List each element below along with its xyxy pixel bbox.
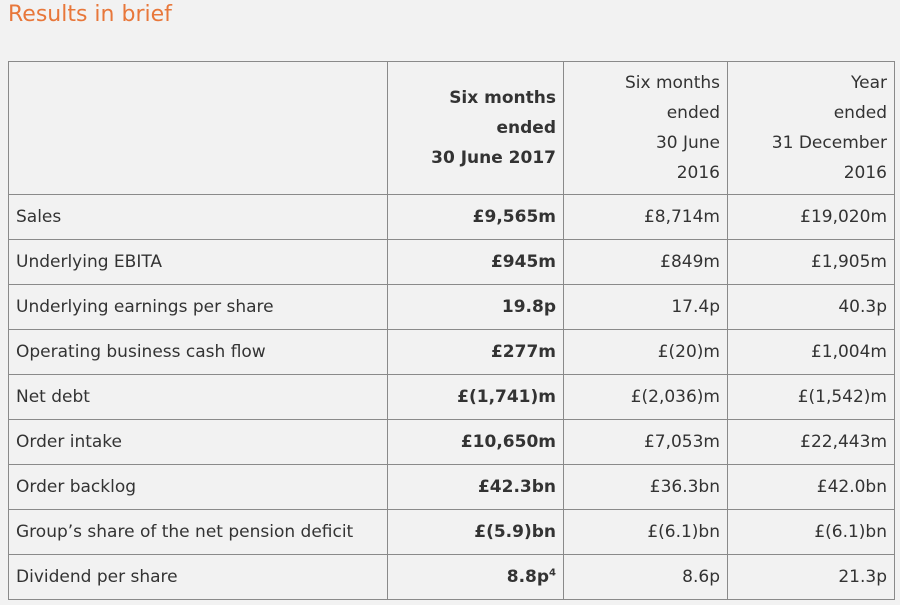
row-label: Underlying earnings per share: [9, 285, 388, 330]
column-header-prior-year: [728, 62, 895, 195]
table-row-pension-deficit: [9, 510, 895, 555]
column-header-line: 2016: [676, 163, 720, 183]
column-header-line: ended: [666, 103, 720, 123]
table-row-operating-cash-flow: [9, 330, 895, 375]
table-row-sales: [9, 195, 895, 240]
value-current: [388, 555, 564, 600]
value-current: £(5.9)bn: [388, 510, 564, 555]
table-row-net-debt: [9, 375, 895, 420]
column-header-line: 30 June 2017: [431, 148, 556, 168]
value-prior-half: 8.6p: [564, 555, 728, 600]
row-label: Order backlog: [9, 465, 388, 510]
column-header-prior-half: [564, 62, 728, 195]
value-prior-year: 21.3p: [728, 555, 895, 600]
value-current: £(1,741)m: [388, 375, 564, 420]
column-header-line: 31 December: [771, 133, 887, 153]
value-current-text: 8.8p: [506, 567, 550, 587]
column-header-line: ended: [833, 103, 887, 123]
value-current: £9,565m: [388, 195, 564, 240]
column-header-line: Year: [851, 73, 887, 93]
value-prior-year: 40.3p: [728, 285, 895, 330]
value-prior-year: £42.0bn: [728, 465, 895, 510]
column-header-current: [388, 62, 564, 195]
row-label: Operating business cash flow: [9, 330, 388, 375]
page-title: Results in brief: [8, 2, 172, 27]
value-prior-year: £1,905m: [728, 240, 895, 285]
column-header-line: 30 June: [655, 133, 720, 153]
table-row-dividend-per-share: [9, 555, 895, 600]
results-table: [8, 61, 895, 600]
row-label: Order intake: [9, 420, 388, 465]
value-prior-year: £19,020m: [728, 195, 895, 240]
row-label: Net debt: [9, 375, 388, 420]
value-prior-half: £8,714m: [564, 195, 728, 240]
header-row: [9, 62, 895, 195]
table-row-order-backlog: [9, 465, 895, 510]
column-header-line: ended: [496, 118, 556, 138]
value-current: 19.8p: [388, 285, 564, 330]
value-prior-half: £(20)m: [564, 330, 728, 375]
value-prior-year: £22,443m: [728, 420, 895, 465]
footnote-marker: 4: [549, 567, 556, 579]
value-prior-year: £(1,542)m: [728, 375, 895, 420]
value-prior-half: £36.3bn: [564, 465, 728, 510]
table-row-order-intake: [9, 420, 895, 465]
row-label: Group’s share of the net pension deficit: [9, 510, 388, 555]
value-prior-year: £(6.1)bn: [728, 510, 895, 555]
row-label: Sales: [9, 195, 388, 240]
value-current: £945m: [388, 240, 564, 285]
value-prior-half: £849m: [564, 240, 728, 285]
value-prior-half: £(2,036)m: [564, 375, 728, 420]
column-header-line: 2016: [843, 163, 887, 183]
value-prior-half: £7,053m: [564, 420, 728, 465]
value-current: £42.3bn: [388, 465, 564, 510]
table-row-underlying-ebita: [9, 240, 895, 285]
row-label: Dividend per share: [9, 555, 388, 600]
value-current: £10,650m: [388, 420, 564, 465]
value-prior-year: £1,004m: [728, 330, 895, 375]
value-current: £277m: [388, 330, 564, 375]
row-label: Underlying EBITA: [9, 240, 388, 285]
table-row-underlying-eps: [9, 285, 895, 330]
value-prior-half: 17.4p: [564, 285, 728, 330]
column-header-line: Six months: [449, 88, 556, 108]
header-corner-cell: [9, 62, 388, 195]
value-prior-half: £(6.1)bn: [564, 510, 728, 555]
column-header-line: Six months: [624, 73, 720, 93]
